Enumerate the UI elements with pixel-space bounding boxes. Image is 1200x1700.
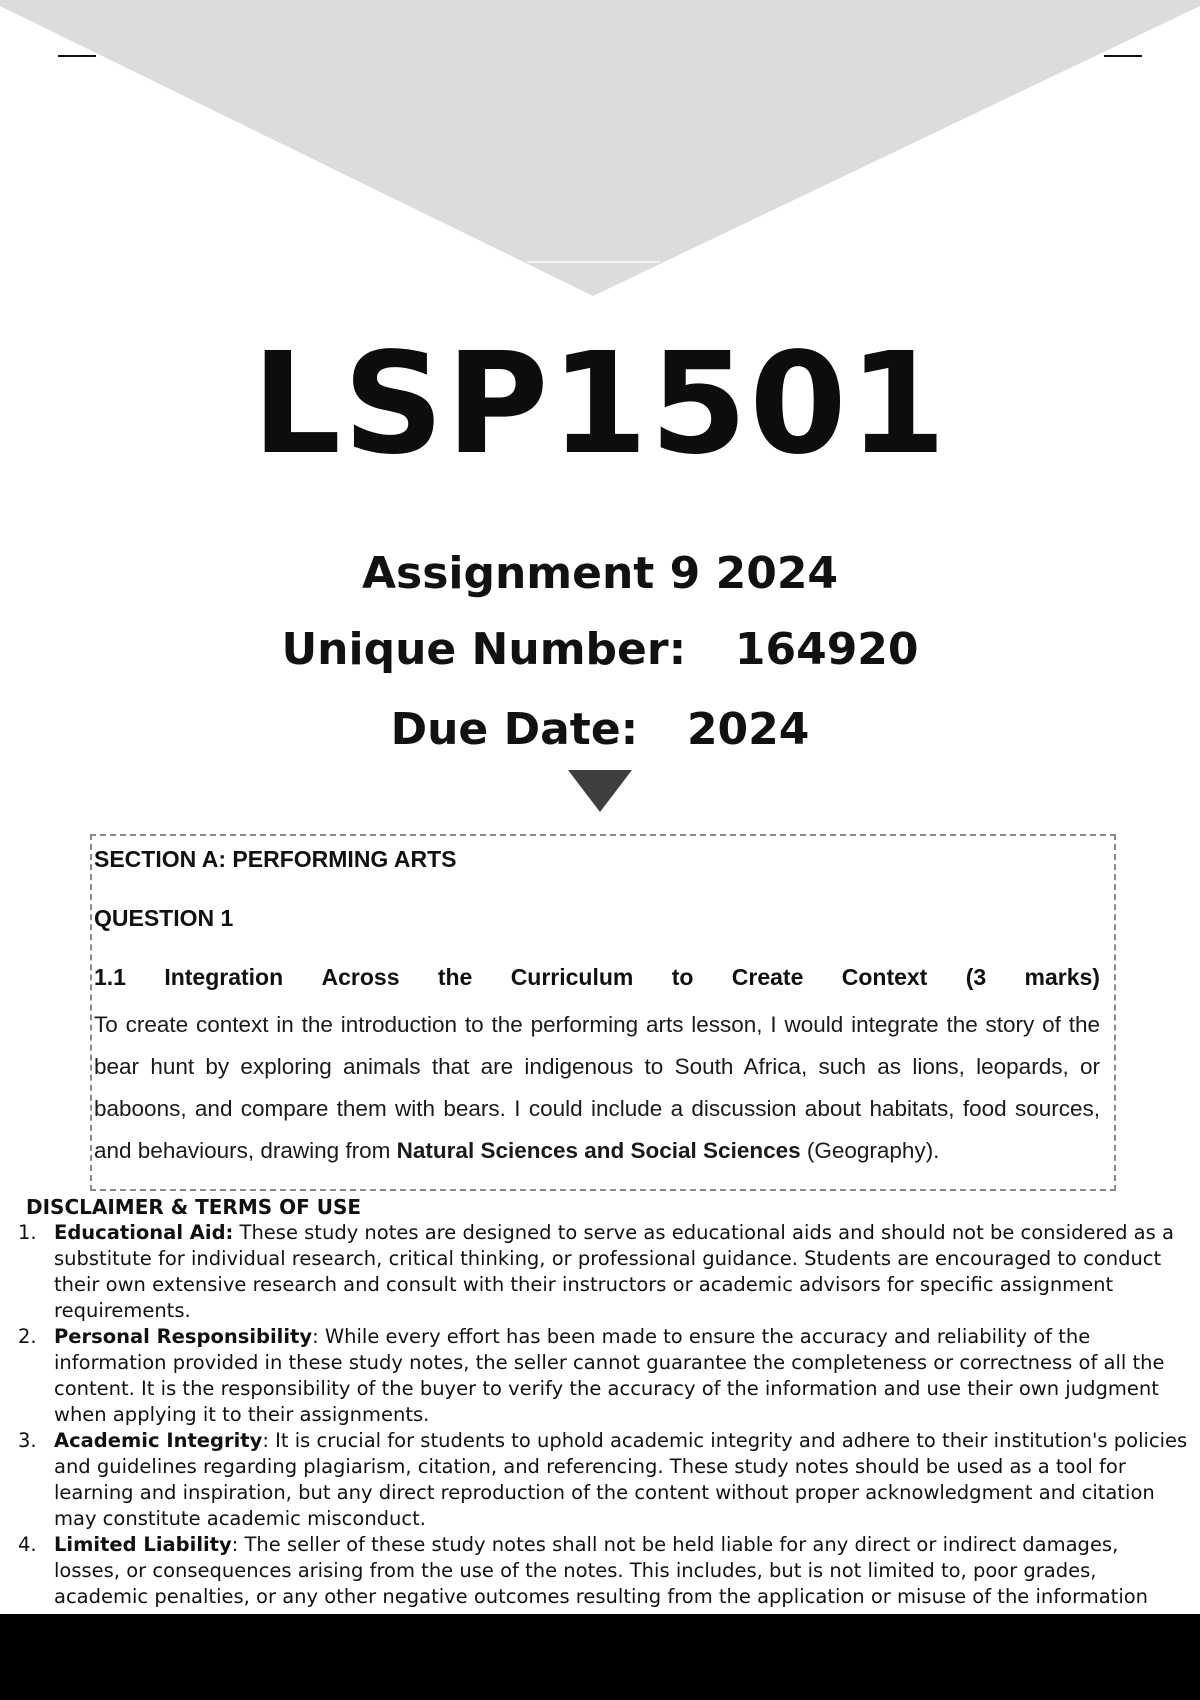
sub-heading-word: Integration [164,964,284,990]
disclaimer-title: DISCLAIMER & TERMS OF USE [26,1195,362,1219]
disclaimer-section [18,1194,1190,1610]
sub-heading-word: Curriculum [510,964,634,990]
due-date-value: 2024 [686,704,810,755]
item-text: These study notes are designed to serve as educational aids and should not be considered as a substitute for individual research, critical thinking, or professional guidance. Students are encouraged to conduct their own extensive research and consult with their instructors or academic advisors for specific assignment requirements. [54,1221,1174,1322]
corner-rule-left [58,55,96,57]
assignment-title: Assignment 9 2024 [361,548,839,599]
question-title: QUESTION 1 [94,905,234,931]
due-date-line [0,702,1200,758]
disclaimer-item [18,1324,1190,1428]
answer-text-end: (Geography). [800,1138,940,1163]
answer-text: To create context in the introduction to the performing arts lesson, I would integrate the story of the bear hunt by exploring animals that are indigenous to South Africa, such as lions, leopards, or baboons, and compare them with bears. I could include a discussion about habitats, food sources, and behaviours, drawing from [94,1012,1100,1163]
sub-heading-word: (3 [965,964,987,990]
sub-heading-word: Create [731,964,804,990]
course-code-title: LSP1501 [251,323,949,486]
footer-bar [0,1614,1200,1700]
sub-heading-word: 1.1 [94,964,126,990]
item-heading: Academic Integrity [54,1429,263,1452]
due-date-label: Due Date: [390,704,639,755]
item-text: : While every effort has been made to ensure the accuracy and reliability of the information provided in these study notes, the seller cannot guarantee the completeness or correctness of all the content. It is the responsibility of the buyer to verify the accuracy of the information and use their own judgment when applying it to their assignments. [54,1325,1165,1426]
item-text: : The seller of these study notes shall not be held liable for any direct or indirect damages, losses, or consequences arising from the use of the notes. This includes, but is not limited to, poor grades, academic penalties, or any other negative outcomes resulting from the application or misuse of the information [54,1533,1149,1608]
triangle-down-icon [568,770,632,812]
header-chevron-decoration [0,0,1200,300]
question-sub-heading [94,964,1100,991]
item-number: 3. [18,1429,37,1452]
sub-heading-word: Across [321,964,400,990]
sub-heading-word: Context [841,964,928,990]
answer-bold-text: Natural Sciences and Social Sciences [396,1138,801,1163]
item-number: 2. [18,1325,37,1348]
question-box [90,834,1116,1191]
unique-number-value: 164920 [734,624,919,675]
corner-rule-right [1104,55,1142,57]
unique-number-line [0,622,1200,678]
sub-heading-word: marks) [1024,964,1100,990]
disclaimer-item [18,1428,1190,1532]
item-heading: Limited Liability [54,1533,232,1556]
item-heading: Educational Aid: [54,1221,234,1244]
sub-heading-word: the [437,964,473,990]
item-number: 1. [18,1221,37,1244]
item-heading: Personal Responsibility [54,1325,313,1348]
answer-paragraph [94,1004,1100,1172]
item-number: 4. [18,1533,37,1556]
disclaimer-item [18,1532,1190,1610]
disclaimer-list [18,1220,1190,1610]
sub-heading-word: to [671,964,694,990]
unique-number-label: Unique Number: [281,624,687,675]
section-title: SECTION A: PERFORMING ARTS [94,846,457,872]
item-text: : It is crucial for students to uphold academic integrity and adhere to their institution's policies and guidelines regarding plagiarism, citation, and referencing. These study notes should be used as a tool for learning and inspiration, but any direct reproduction of the content without proper acknowledgment and citation may constitute academic misconduct. [54,1429,1188,1530]
disclaimer-item [18,1220,1190,1324]
